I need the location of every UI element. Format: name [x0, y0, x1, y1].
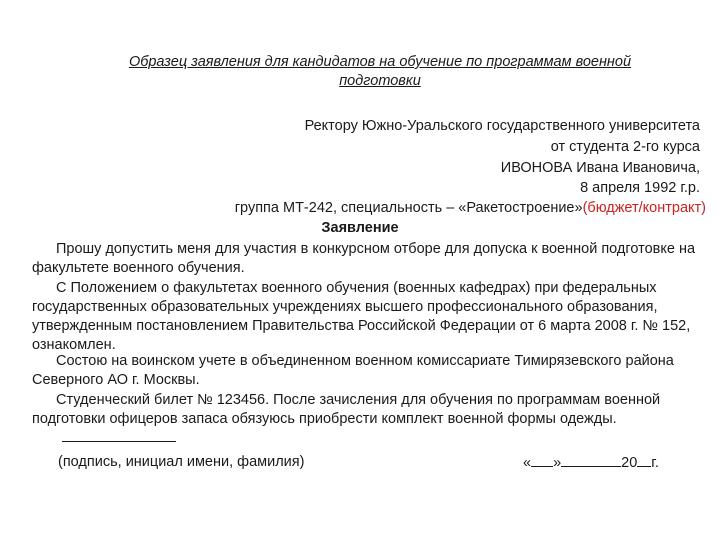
- document-title-line2: подготовки: [339, 73, 421, 89]
- day-blank: [531, 452, 553, 467]
- date-quote-open: «: [523, 455, 532, 471]
- paragraph-student-id-text: Студенческий билет № 123456. После зачисления для обучения по программам военной подготовки офицеров запаса обязуюсь приобрести комплект военной формы одежды.: [32, 392, 661, 427]
- addressee-group-text: группа МТ-242, специальность – «Ракетостроение»: [234, 200, 583, 216]
- addressee-rector: Ректору Южно-Уральского государственного университета: [304, 118, 700, 134]
- date-quote-close: »: [553, 455, 562, 471]
- document-title-line1: Образец заявления для кандидатов на обучение по программам военной: [128, 54, 632, 70]
- funding-note: (бюджет/контракт): [582, 200, 706, 216]
- addressee-student-name: ИВОНОВА Ивана Ивановича,: [500, 160, 700, 176]
- paragraph-regulation-text: С Положением о факультетах военного обучения (военных кафедрах) при федеральных государственных образовательных учреждениях высшего профессионального образования, утвержденным постановлением Правительства Российской Федерации от 6 марта 2008 г. № 152, ознакомлен.: [32, 280, 691, 353]
- addressee-birthdate: 8 апреля 1992 г.р.: [580, 180, 700, 196]
- statement-heading: Заявление: [321, 220, 399, 236]
- paragraph-request-text: Прошу допустить меня для участия в конкурсном отборе для допуска к военной подготовке на факультете военного обучения.: [32, 241, 696, 276]
- paragraph-military-registration-text: Состою на воинском учете в объединенном военном комиссариате Тимирязевского района Северного АО г. Москвы.: [32, 353, 674, 388]
- paragraph-student-id: [32, 391, 704, 429]
- paragraph-military-registration: [32, 352, 704, 390]
- date-field: [523, 452, 659, 473]
- date-century: 20: [621, 455, 638, 471]
- year-blank: [637, 452, 651, 467]
- paragraph-request: [32, 240, 704, 278]
- month-blank: [561, 452, 621, 467]
- date-year-suffix: г.: [651, 455, 659, 471]
- addressee-student-course: от студента 2-го курса: [550, 139, 700, 155]
- signature-line: [62, 433, 176, 442]
- paragraph-regulation: [32, 279, 704, 355]
- signature-label: (подпись, инициал имени, фамилия): [58, 454, 305, 470]
- addressee-group: [235, 198, 706, 218]
